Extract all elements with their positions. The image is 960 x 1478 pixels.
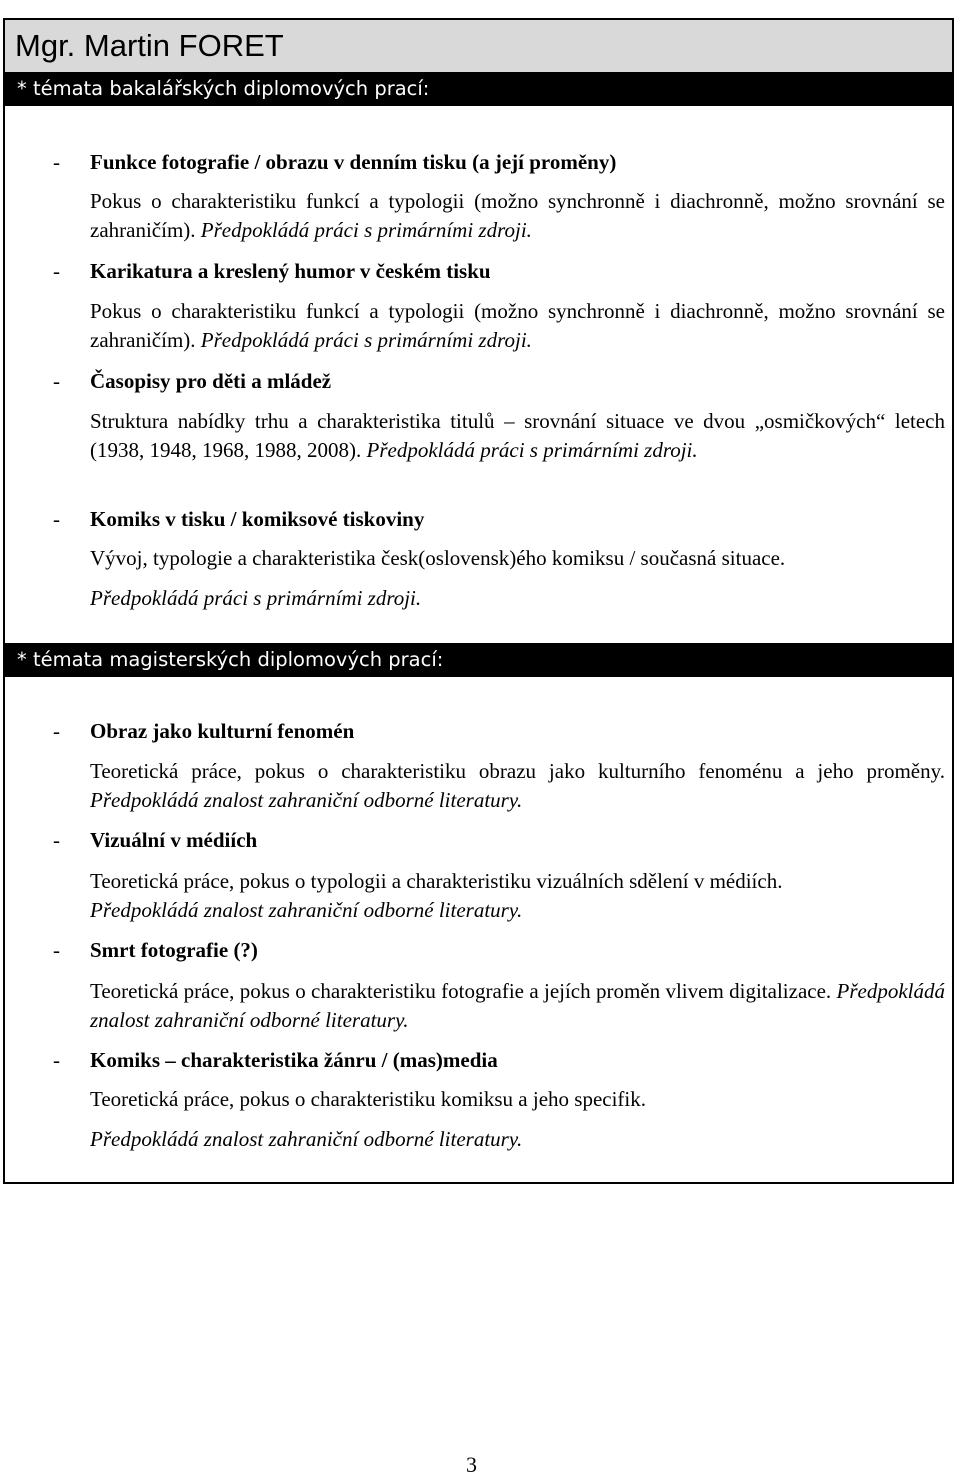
topic-description bbox=[90, 187, 945, 245]
topic-dash: - bbox=[53, 369, 60, 393]
topic-note: Předpokládá znalost zahraniční odborné literatury. bbox=[90, 1127, 523, 1151]
topic-title: Časopisy pro děti a mládež bbox=[90, 369, 332, 393]
topic-dash: - bbox=[53, 719, 60, 743]
page-number: 3 bbox=[466, 1452, 477, 1477]
section-heading-text: * témata magisterských diplomových prací: bbox=[17, 648, 444, 671]
topic-note: Předpokládá práci s primárními zdroji. bbox=[200, 328, 532, 352]
topic-desc-text: Pokus o charakteristiku funkcí a typologii (možno synchronně i diachronně, možno srovnání se zahraničím). bbox=[90, 189, 945, 242]
topic-desc-text: Vývoj, typologie a charakteristika česk(oslovensk)ého komiksu / současná situace. bbox=[90, 546, 786, 570]
topic-dash: - bbox=[53, 150, 60, 174]
topic-description bbox=[90, 297, 945, 355]
topic-description bbox=[90, 1085, 945, 1154]
topic-desc-text: Teoretická práce, pokus o charakteristiku obrazu jako kulturního fenoménu a jeho proměny. bbox=[90, 759, 945, 783]
topic-desc-text: Teoretická práce, pokus o typologii a charakteristiku vizuálních sdělení v médiích. bbox=[90, 869, 783, 893]
topic-note: Předpokládá práci s primárními zdroji. bbox=[90, 586, 422, 610]
topic-description bbox=[90, 407, 945, 465]
topic-title: Funkce fotografie / obrazu v denním tisku (a její proměny) bbox=[90, 150, 617, 174]
topic-description bbox=[90, 757, 945, 815]
topic-description bbox=[90, 544, 945, 613]
topic-desc-text: Teoretická práce, pokus o charakteristiku komiksu a jeho specifik. bbox=[90, 1087, 647, 1111]
topic-dash: - bbox=[53, 259, 60, 283]
section-heading-bachelor bbox=[5, 72, 952, 106]
topic-description bbox=[90, 867, 945, 925]
topic-desc-text: Teoretická práce, pokus o charakteristiku fotografie a jejích proměn vlivem digitalizace. bbox=[90, 979, 832, 1003]
topic-dash: - bbox=[53, 938, 60, 962]
topic-title: Karikatura a kreslený humor v českém tisku bbox=[90, 259, 491, 283]
topic-title: Komiks – charakteristika žánru / (mas)media bbox=[90, 1048, 498, 1072]
section-heading-text: * témata bakalářských diplomových prací: bbox=[17, 77, 430, 100]
topic-title: Obraz jako kulturní fenomén bbox=[90, 719, 355, 743]
topic-dash: - bbox=[53, 507, 60, 531]
topic-title: Vizuální v médiích bbox=[90, 828, 258, 852]
topic-title: Komiks v tisku / komiksové tiskoviny bbox=[90, 507, 425, 531]
topic-note: Předpokládá znalost zahraniční odborné literatury. bbox=[90, 979, 945, 1032]
topic-dash: - bbox=[53, 828, 60, 852]
topic-note: Předpokládá práci s primárními zdroji. bbox=[200, 218, 532, 242]
topic-desc-text: Struktura nabídky trhu a charakteristika titulů – srovnání situace ve dvou „osmičkových“ letech (1938, 1948, 1968, 1988, 2008). bbox=[90, 409, 945, 462]
section-heading-master bbox=[5, 643, 952, 677]
topic-note: Předpokládá znalost zahraniční odborné literatury. bbox=[90, 898, 523, 922]
topic-title: Smrt fotografie (?) bbox=[90, 938, 258, 962]
topic-desc-text: Pokus o charakteristiku funkcí a typologii (možno synchronně i diachronně, možno srovnání se zahraničím). bbox=[90, 299, 945, 352]
topic-description bbox=[90, 977, 945, 1035]
topic-note: Předpokládá znalost zahraniční odborné literatury. bbox=[90, 788, 523, 812]
topic-dash: - bbox=[53, 1048, 60, 1072]
topic-note: Předpokládá práci s primárními zdroji. bbox=[366, 438, 698, 462]
topics-frame bbox=[3, 18, 954, 1184]
author-header bbox=[5, 20, 952, 72]
author-name: Mgr. Martin FORET bbox=[15, 28, 284, 63]
